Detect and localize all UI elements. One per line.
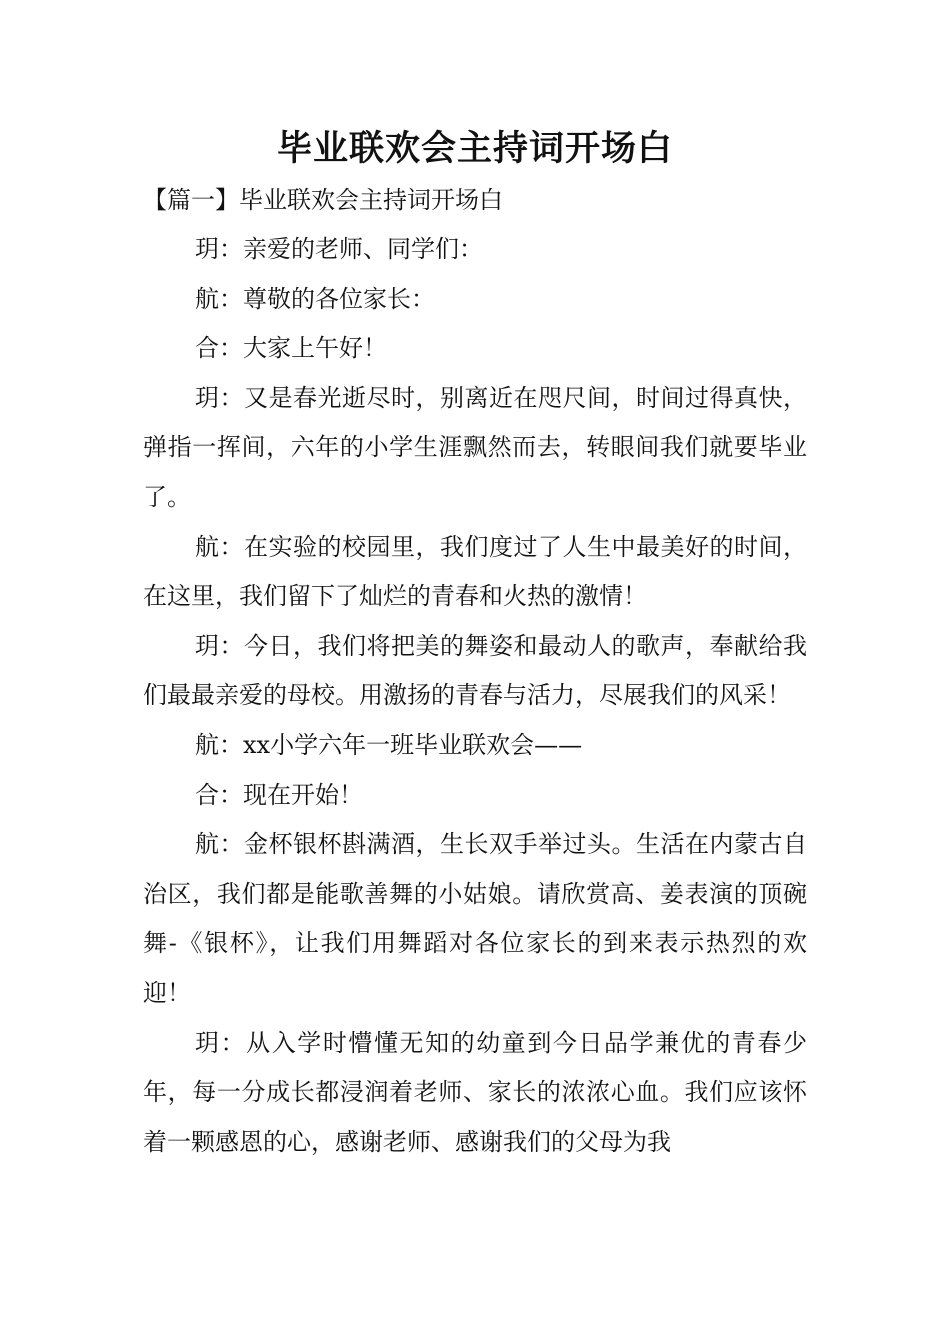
paragraph: 合：现在开始！ [195, 780, 363, 809]
paragraph: 航：金杯银杯斟满酒，生长双手举过头。生活在内蒙古自治区，我们都是能歌善舞的小姑娘。请欣赏高、姜表演的顶碗舞-《银杯》，让我们用舞蹈对各位家长的到来表示热烈的欢迎！ [143, 830, 807, 1007]
paragraph: 航：尊敬的各位家长： [195, 284, 435, 313]
paragraph: 航：xx小学六年一班毕业联欢会—— [195, 730, 583, 759]
paragraph: 合：大家上午好！ [195, 334, 387, 363]
document-title: 毕业联欢会主持词开场白 [276, 129, 673, 169]
paragraph: 玥：又是春光逝尽时，别离近在咫尺间，时间过得真快，弹指一挥间，六年的小学生涯飘然而去，转眼间我们就要毕业了。 [143, 383, 807, 511]
paragraph: 航：在实验的校园里，我们度过了人生中最美好的时间，在这里，我们留下了灿烂的青春和火热的激情！ [143, 532, 807, 611]
paragraph: 玥：从入学时懵懂无知的幼童到今日品学兼优的青春少年，每一分成长都浸润着老师、家长的浓浓心血。我们应该怀着一颗感恩的心，感谢老师、感谢我们的父母为我 [143, 1028, 807, 1156]
paragraph: 玥：亲爱的老师、同学们： [195, 235, 483, 263]
paragraph: 玥：今日，我们将把美的舞姿和最动人的歌声，奉献给我们最最亲爱的母校。用激扬的青春与活力，尽展我们的风采！ [143, 631, 807, 710]
section-heading: 【篇一】毕业联欢会主持词开场白 [143, 186, 503, 214]
document-body [143, 225, 807, 1167]
